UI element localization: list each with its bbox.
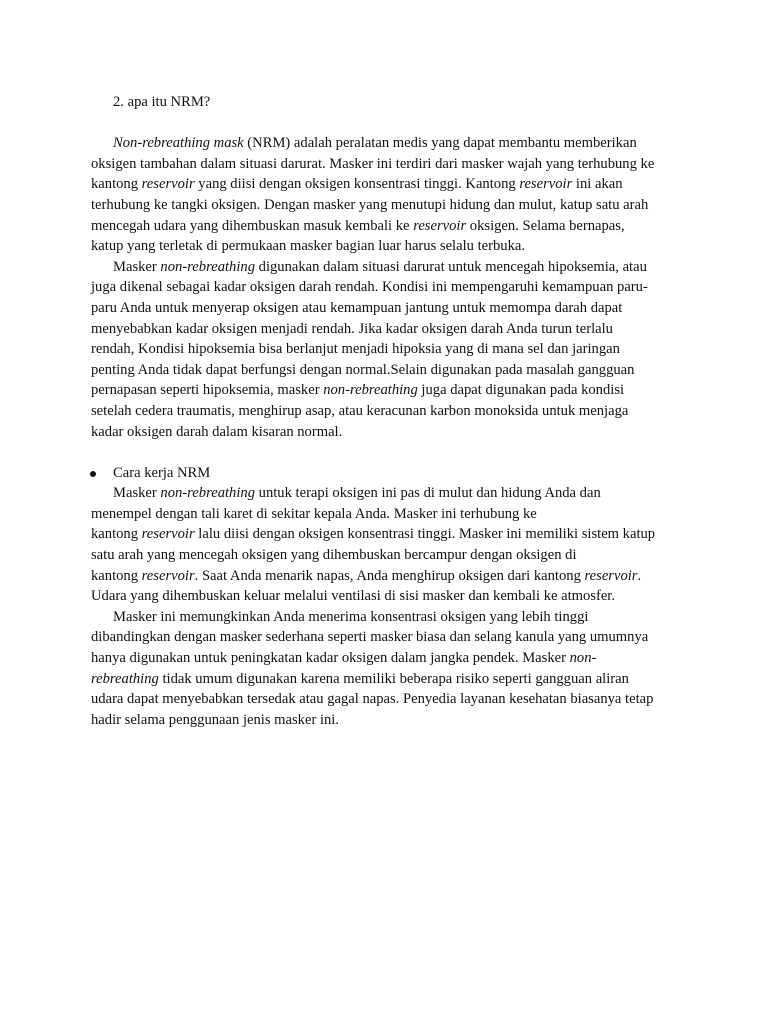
italic-text-run: reservoir — [141, 567, 195, 584]
text-run: ini akan — [572, 176, 623, 193]
italic-text-run: reservoir — [413, 217, 467, 234]
text-run: menempel dengan tali karet di sekitar kepala Anda. Masker ini terhubung ke — [91, 505, 537, 522]
text-run: mencegah udara yang dihembuskan masuk kembali ke — [91, 217, 414, 234]
bullet-icon — [90, 471, 96, 477]
text-run: Masker — [113, 485, 161, 502]
document-body — [91, 92, 681, 730]
text-line — [91, 586, 681, 607]
text-run: juga dikenal sebagai kadar oksigen darah rendah. Kondisi ini mempengaruhi kemampuan paru- — [91, 279, 648, 296]
paragraph-nrm-usage — [91, 257, 681, 442]
text-line — [91, 669, 681, 690]
italic-text-run: reservoir — [141, 526, 195, 543]
text-line — [91, 524, 681, 545]
text-run: menyebabkan kadar oksigen menjadi rendah. Jika kadar oksigen darah Anda turun terlalu — [91, 320, 613, 337]
text-line — [91, 298, 681, 319]
text-run: terhubung ke tangki oksigen. Dengan masker yang menutupi hidung dan mulut, katup satu arah — [91, 196, 649, 213]
text-line — [91, 689, 681, 710]
bullet-item-cara-kerja — [91, 463, 681, 484]
text-run: katup yang terletak di permukaan masker bagian luar harus selalu terbuka. — [91, 238, 526, 255]
text-line — [91, 710, 681, 731]
text-run: penting Anda tidak dapat berfungsi dengan normal.Selain digunakan pada masalah gangguan — [91, 361, 635, 378]
spacer — [91, 113, 681, 134]
text-line — [91, 236, 681, 257]
text-run: oksigen. Selama bernapas, — [466, 217, 625, 234]
text-run: setelah cedera traumatis, menghirup asap, atau keracunan karbon monoksida untuk menjaga — [91, 402, 629, 419]
text-run: Masker — [113, 258, 161, 275]
italic-text-run: rebreathing — [91, 670, 159, 687]
text-run: digunakan dalam situasi darurat untuk mencegah hipoksemia, atau — [255, 258, 647, 275]
text-run: kantong — [91, 176, 142, 193]
paragraph-nrm-benefits — [91, 607, 681, 731]
text-run: juga dapat digunakan pada kondisi — [417, 382, 625, 399]
text-line — [91, 422, 681, 443]
text-line — [91, 483, 681, 504]
text-run: kantong — [91, 526, 142, 543]
text-line — [91, 545, 681, 566]
text-line — [91, 607, 681, 628]
text-run: (NRM) adalah peralatan medis yang dapat membantu memberikan — [243, 135, 637, 152]
italic-text-run: non-rebreathing — [323, 382, 418, 399]
italic-text-run: non-rebreathing — [160, 258, 255, 275]
section-heading: 2. apa itu NRM? — [113, 94, 211, 110]
text-run: rendah, Kondisi hipoksemia bisa berlanjut menjadi hipoksia yang di mana sel dan jaringan — [91, 341, 620, 358]
text-run: yang diisi dengan oksigen konsentrasi tinggi. Kantong — [194, 176, 520, 193]
text-line — [91, 257, 681, 278]
text-line — [91, 627, 681, 648]
paragraph-nrm-mechanism — [91, 483, 681, 607]
text-line — [91, 339, 681, 360]
italic-text-run: Non-rebreathing mask — [113, 135, 244, 152]
text-run: kantong — [91, 567, 142, 584]
italic-text-run: reservoir — [141, 176, 195, 193]
text-line — [91, 360, 681, 381]
text-run: . — [637, 567, 642, 584]
text-run: pernapasan seperti hipoksemia, masker — [91, 382, 324, 399]
text-line — [91, 648, 681, 669]
text-run: dibandingkan dengan masker sederhana seperti masker biasa dan selang kanula yang umumnya — [91, 629, 649, 646]
spacer — [91, 442, 681, 463]
text-line — [91, 380, 681, 401]
text-run: lalu diisi dengan oksigen konsentrasi tinggi. Masker ini memiliki sistem katup — [194, 526, 656, 543]
text-line — [91, 504, 681, 525]
text-line — [91, 174, 681, 195]
text-line — [91, 154, 681, 175]
italic-text-run: reservoir — [519, 176, 573, 193]
text-run: tidak umum digunakan karena memiliki beberapa risiko seperti gangguan aliran — [158, 670, 629, 687]
text-run: paru Anda untuk menyerap oksigen atau kemampuan jantung untuk memompa darah dapat — [91, 299, 623, 316]
text-run: . Saat Anda menarik napas, Anda menghirup oksigen dari kantong — [194, 567, 585, 584]
text-line — [91, 195, 681, 216]
text-line — [91, 277, 681, 298]
italic-text-run: non- — [569, 650, 597, 667]
text-run: Udara yang dihembuskan keluar melalui ventilasi di sisi masker dan kembali ke atmosfer. — [91, 588, 616, 605]
italic-text-run: non-rebreathing — [160, 485, 255, 502]
text-run: untuk terapi oksigen ini pas di mulut dan hidung Anda dan — [255, 485, 601, 502]
text-line — [91, 319, 681, 340]
bullet-heading: Cara kerja NRM — [113, 464, 211, 481]
text-run: udara dapat menyebabkan tersedak atau gagal napas. Penyedia layanan kesehatan biasanya tetap — [91, 691, 654, 708]
text-line — [91, 216, 681, 237]
text-line — [91, 133, 681, 154]
text-line — [91, 401, 681, 422]
paragraph-nrm-definition — [91, 133, 681, 257]
text-run: Masker ini memungkinkan Anda menerima konsentrasi oksigen yang lebih tinggi — [113, 608, 589, 625]
text-run: oksigen tambahan dalam situasi darurat. Masker ini terdiri dari masker wajah yang terhubung ke — [91, 155, 655, 172]
text-run: satu arah yang mencegah oksigen yang dihembuskan bercampur dengan oksigen di — [91, 547, 577, 564]
italic-text-run: reservoir — [584, 567, 638, 584]
text-run: kadar oksigen darah dalam kisaran normal. — [91, 423, 343, 440]
text-line — [91, 566, 681, 587]
text-run: hadir selama penggunaan jenis masker ini. — [91, 711, 340, 728]
text-run: hanya digunakan untuk peningkatan kadar oksigen dalam jangka pendek. Masker — [91, 650, 570, 667]
